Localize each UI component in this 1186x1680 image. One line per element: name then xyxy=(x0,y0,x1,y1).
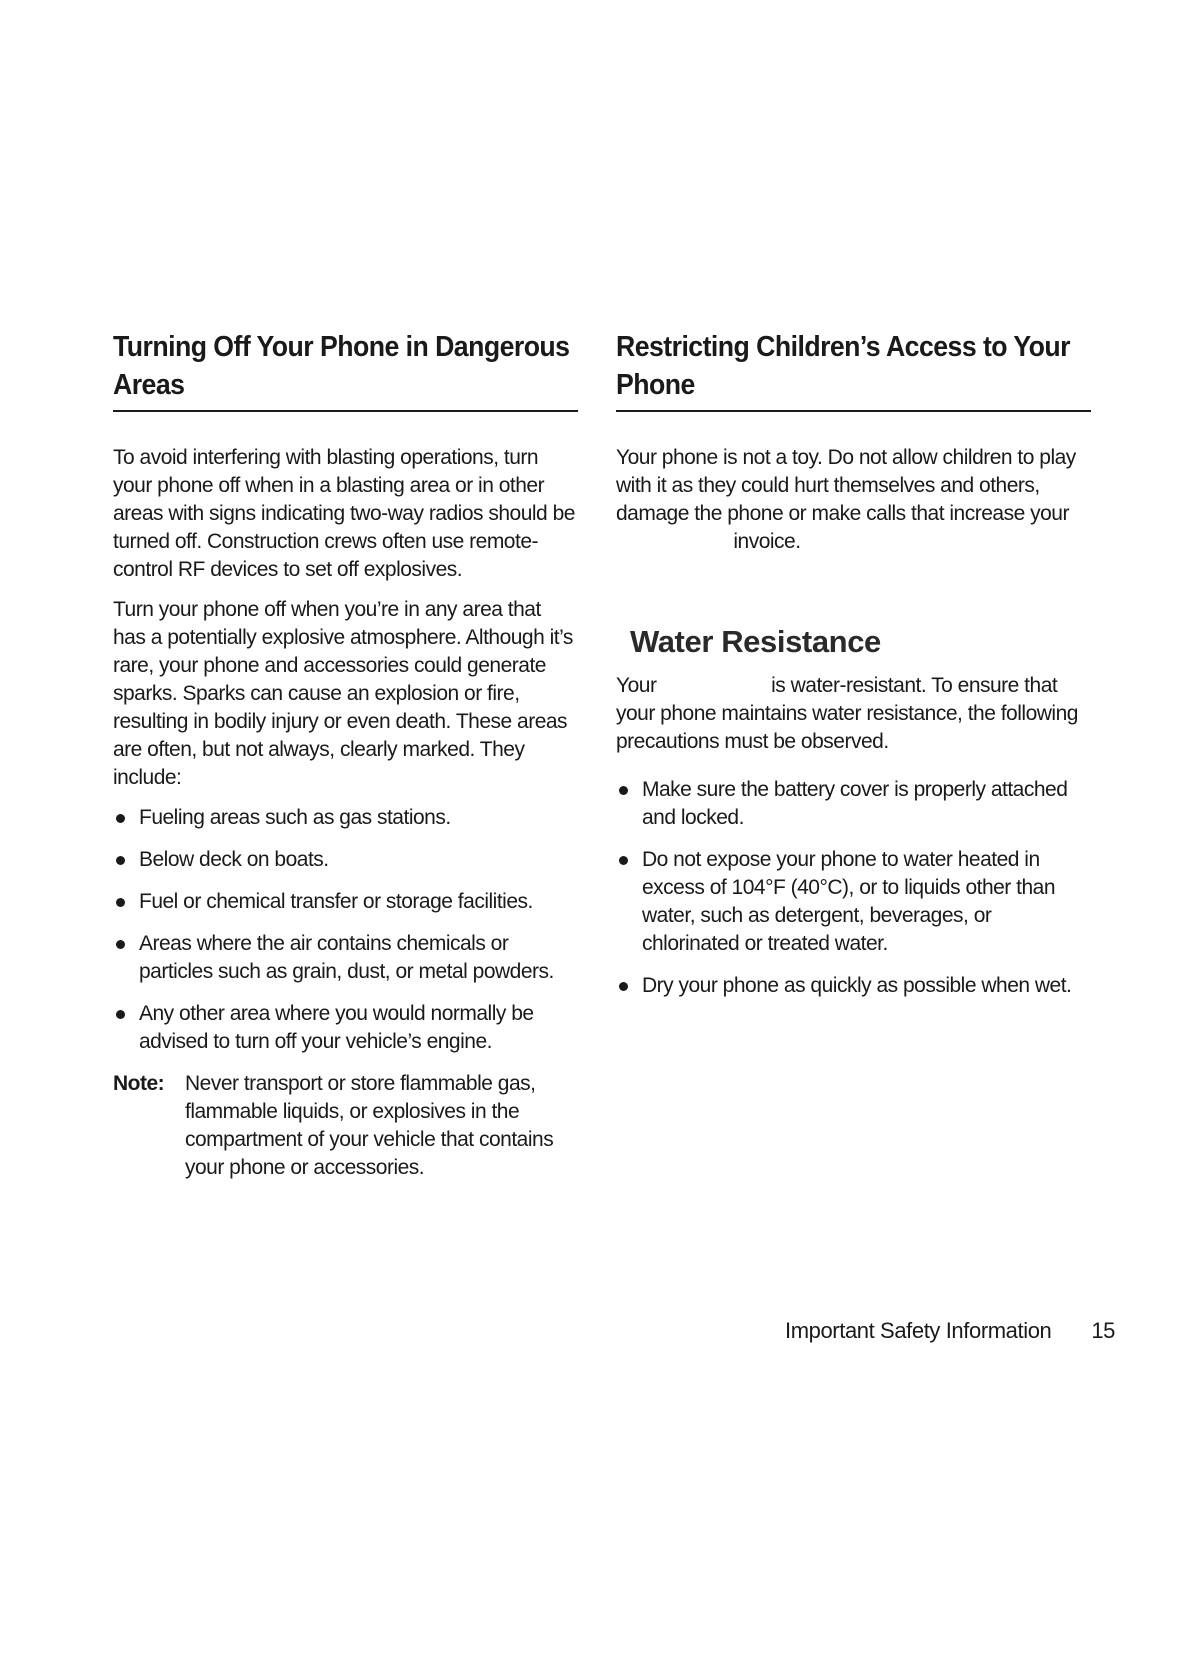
list-item-text: Do not expose your phone to water heated in excess of 104°F (40°C), or to liquids other than water, such as detergent, beverages, or chlorinated or treated water. xyxy=(642,848,1056,955)
list-item xyxy=(113,1000,578,1056)
list-item-text: Areas where the air contains chemicals or particles such as grain, dust, or metal powders. xyxy=(139,932,554,983)
bullet-icon xyxy=(116,1010,125,1019)
page-number: 15 xyxy=(1091,1318,1115,1343)
bullet-icon xyxy=(116,898,125,907)
section-title-water-resistance: Water Resistance xyxy=(630,624,881,659)
list-item-text: Below deck on boats. xyxy=(139,848,329,871)
list-item xyxy=(113,804,578,832)
list-item-text: Dry your phone as quickly as possible when wet. xyxy=(642,974,1072,997)
right-column xyxy=(616,328,1091,1014)
list-item xyxy=(113,930,578,986)
list-item xyxy=(616,972,1091,1000)
paragraph-text: Your xyxy=(616,674,657,697)
list-item-text: Fueling areas such as gas stations. xyxy=(139,806,451,829)
paragraph: To avoid interfering with blasting operations, turn your phone off when in a blasting area or in other areas with signs indicating two-way radios should be turned off. Construction crews often use remote-control RF devices to set off explosives. xyxy=(113,446,575,581)
bullet-icon xyxy=(619,982,628,991)
paragraph xyxy=(616,444,1091,556)
bullet-icon xyxy=(116,856,125,865)
left-column xyxy=(113,328,578,1182)
bullet-icon xyxy=(116,940,125,949)
note-label: Note: xyxy=(113,1072,165,1095)
paragraph-text: invoice. xyxy=(733,530,801,553)
section-title-dangerous-areas: Turning Off Your Phone in Dangerous Areas xyxy=(113,331,570,401)
list-item-text: Make sure the battery cover is properly attached and locked. xyxy=(642,778,1068,829)
note-text: Never transport or store flammable gas, flammable liquids, or explosives in the compartment of your vehicle that contains your phone or accessories. xyxy=(185,1072,554,1179)
list-item xyxy=(113,888,578,916)
paragraph: Turn your phone off when you’re in any area that has a potentially explosive atmosphere. Although it’s rare, your phone and accessories could generate sparks. Sparks can cause an explosion or fire, resulting in bodily injury or even death. These areas are often, but not always, clearly marked. They include: xyxy=(113,598,573,789)
bullet-icon xyxy=(116,814,125,823)
section-divider xyxy=(616,410,1091,412)
page-footer xyxy=(785,1316,1115,1346)
list-item xyxy=(616,776,1091,832)
list-item xyxy=(113,846,578,874)
section-divider xyxy=(113,410,578,412)
bullet-icon xyxy=(619,786,628,795)
section-title-children-access: Restricting Children’s Access to Your Phone xyxy=(616,331,1071,401)
bullet-icon xyxy=(619,856,628,865)
paragraph-text: Your phone is not a toy. Do not allow children to play with it as they could hurt themselves and others, damage the phone or make calls that increase your xyxy=(616,446,1076,525)
list-item-text: Any other area where you would normally be advised to turn off your vehicle’s engine. xyxy=(139,1002,534,1053)
paragraph-text: is water-resistant. To ensure that your phone maintains water resistance, the following precautions must be observed. xyxy=(616,674,1078,753)
list-item xyxy=(616,846,1091,958)
bullet-list xyxy=(616,776,1091,1000)
list-item-text: Fuel or chemical transfer or storage facilities. xyxy=(139,890,533,913)
note xyxy=(113,1070,578,1182)
paragraph xyxy=(616,672,1091,756)
footer-section-name: Important Safety Information xyxy=(785,1318,1052,1343)
bullet-list xyxy=(113,804,578,1056)
